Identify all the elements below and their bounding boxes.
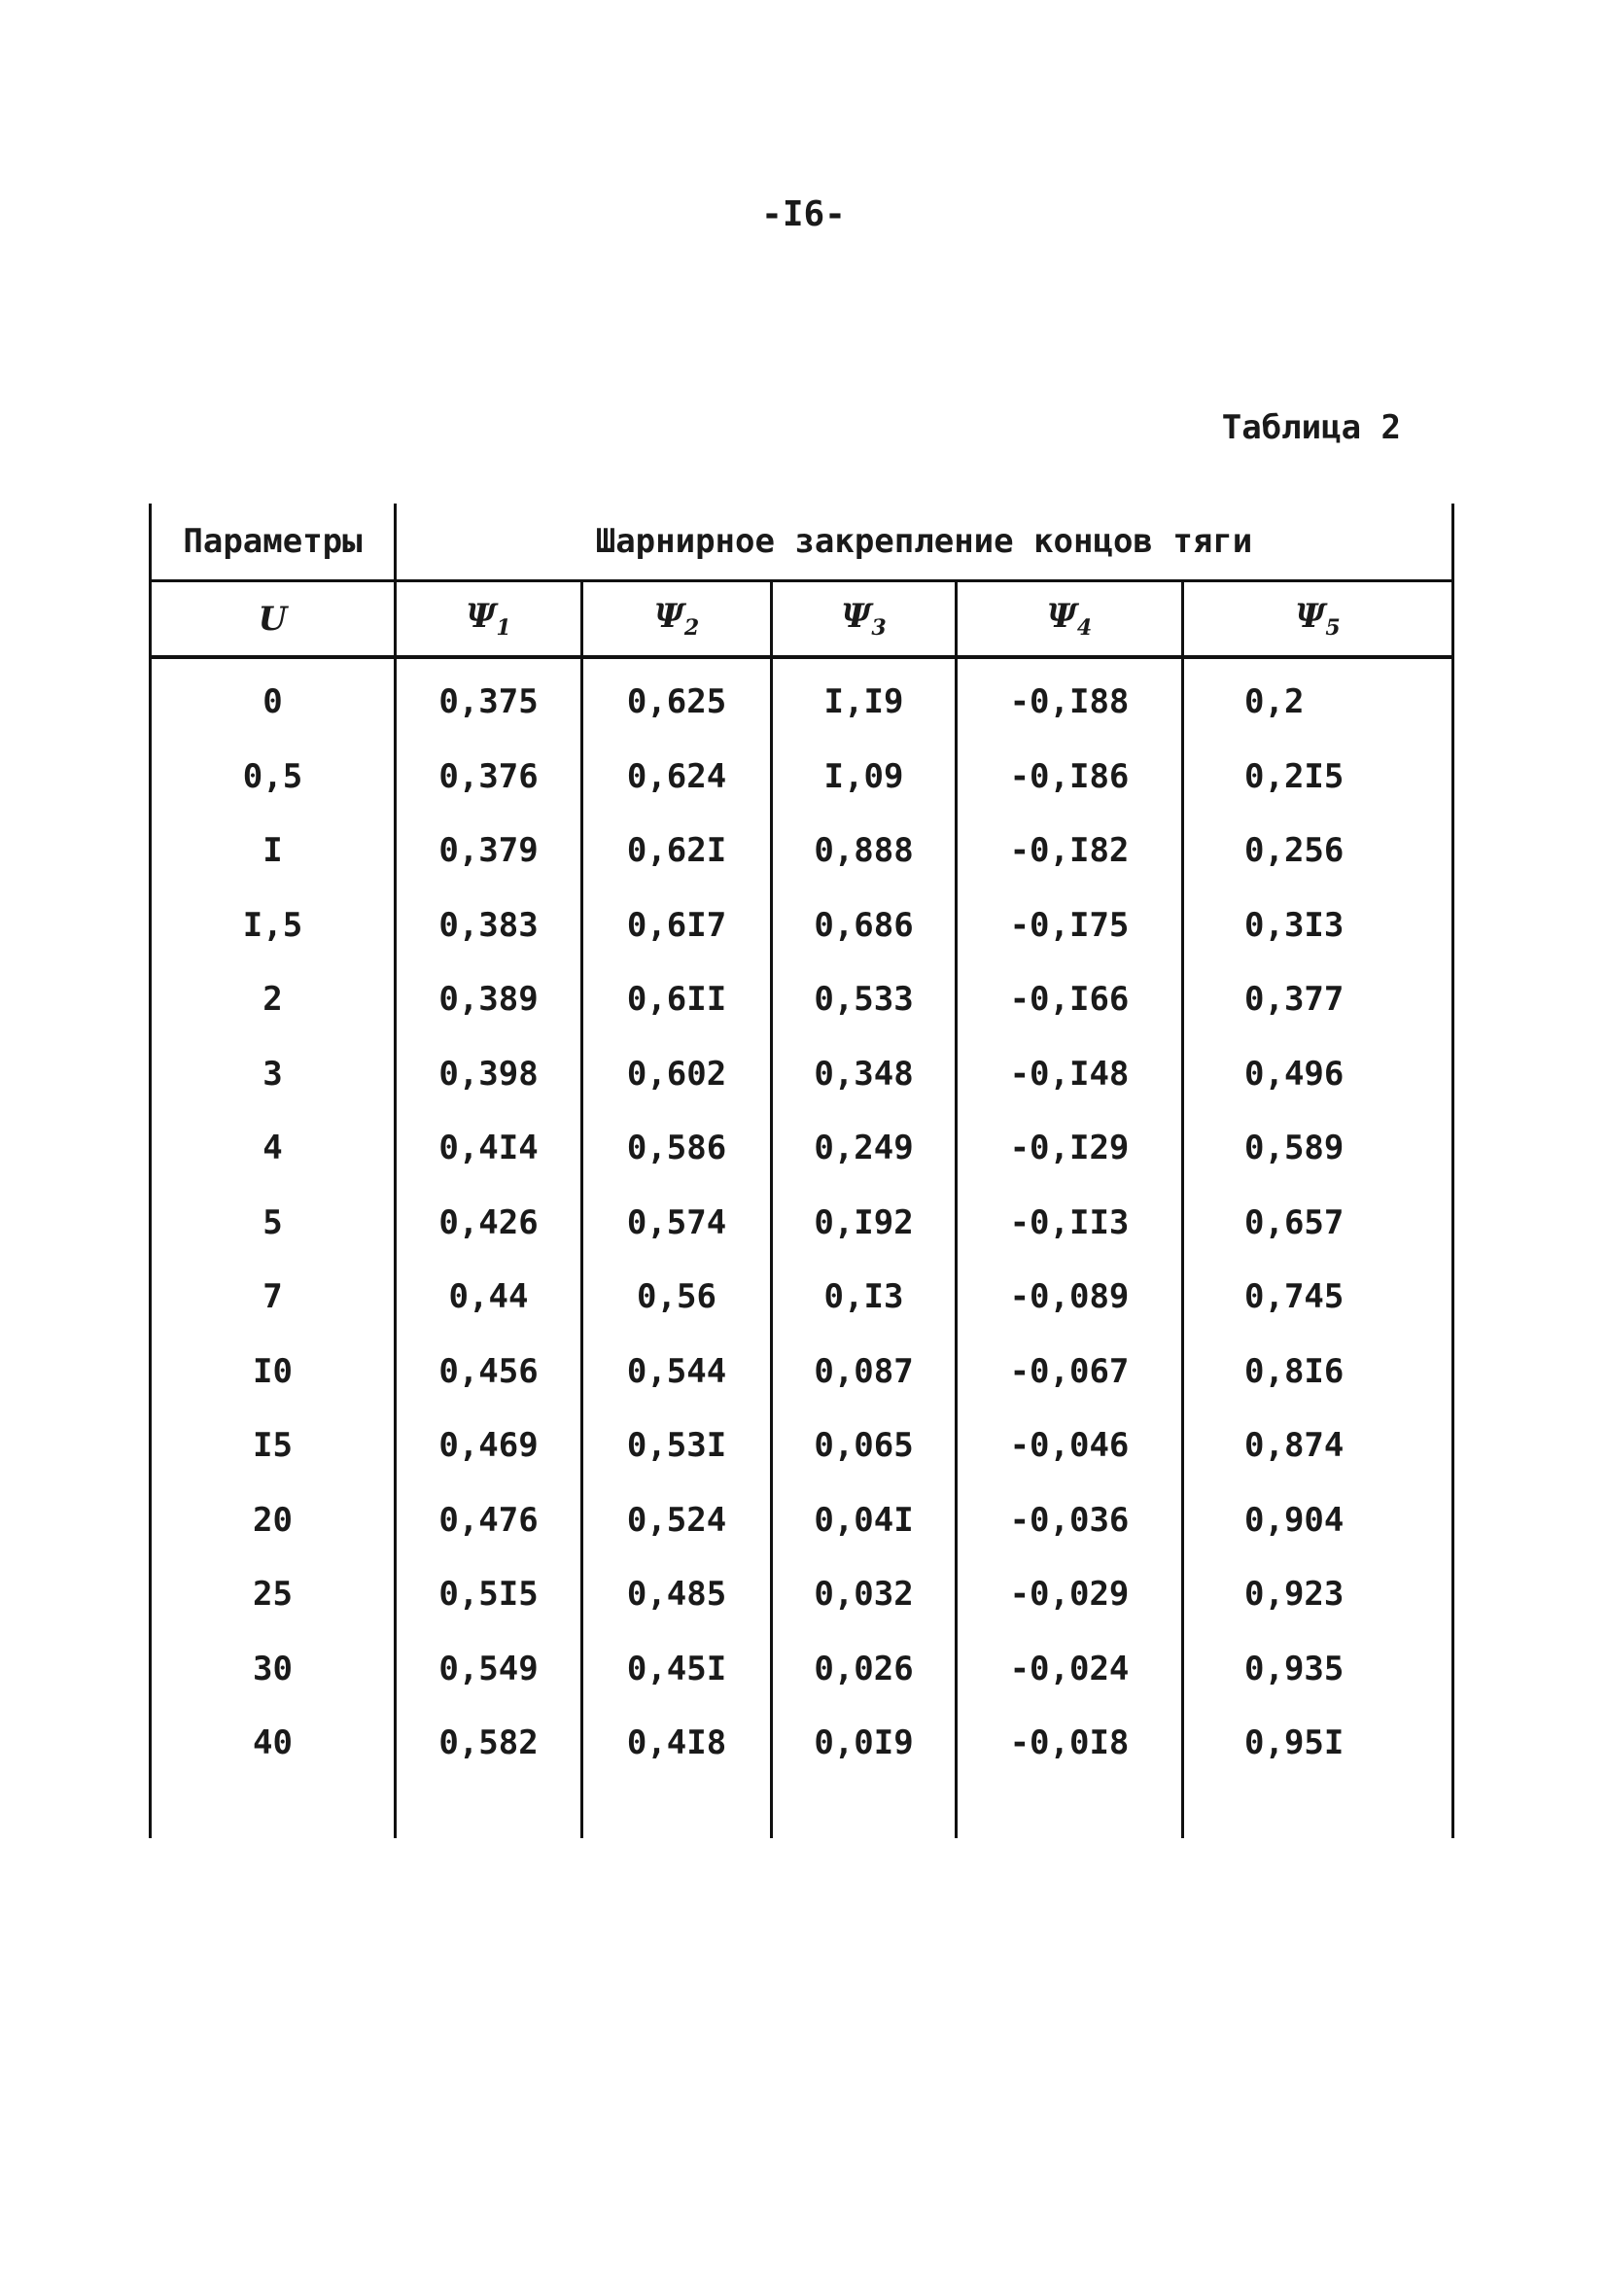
table-row bbox=[151, 657, 1453, 740]
table-row bbox=[151, 1335, 1453, 1409]
cell-psi4: -0,036 bbox=[957, 1483, 1183, 1558]
cell-psi2: 0,56 bbox=[582, 1260, 772, 1335]
cell-psi3: 0,249 bbox=[772, 1111, 957, 1186]
cell-psi4: -0,I82 bbox=[957, 814, 1183, 888]
cell-u: 20 bbox=[151, 1483, 396, 1558]
cell-psi5: 0,935 bbox=[1183, 1632, 1453, 1707]
cell-psi1: 0,426 bbox=[396, 1186, 582, 1261]
cell-psi5: 0,8I6 bbox=[1183, 1335, 1453, 1409]
cell-psi3: 0,026 bbox=[772, 1632, 957, 1707]
table-row bbox=[151, 1483, 1453, 1558]
table-row bbox=[151, 962, 1453, 1037]
cell-psi3: I,I9 bbox=[772, 657, 957, 740]
cell-psi3: 0,032 bbox=[772, 1557, 957, 1632]
cell-psi1: 0,383 bbox=[396, 888, 582, 963]
cell-psi2: 0,524 bbox=[582, 1483, 772, 1558]
col-header-psi5: $\Psi_5$ bbox=[1183, 581, 1453, 658]
cell-psi4: -0,0I8 bbox=[957, 1706, 1183, 1781]
table-row bbox=[151, 814, 1453, 888]
cell-u: I bbox=[151, 814, 396, 888]
cell-u: 0,5 bbox=[151, 740, 396, 815]
cell-psi3: 0,686 bbox=[772, 888, 957, 963]
cell-psi1: 0,389 bbox=[396, 962, 582, 1037]
cell-psi5: 0,2 bbox=[1183, 657, 1453, 740]
cell-u: 7 bbox=[151, 1260, 396, 1335]
cell-psi2: 0,62I bbox=[582, 814, 772, 888]
cell-psi3: 0,04I bbox=[772, 1483, 957, 1558]
param-symbol: U bbox=[151, 581, 396, 658]
table-row bbox=[151, 1557, 1453, 1632]
cell-psi4: -0,046 bbox=[957, 1409, 1183, 1483]
table-row bbox=[151, 888, 1453, 963]
cell-psi4: -0,089 bbox=[957, 1260, 1183, 1335]
cell-psi1: 0,398 bbox=[396, 1037, 582, 1112]
table-bottom-spacer bbox=[151, 1781, 1453, 1839]
cell-psi2: 0,574 bbox=[582, 1186, 772, 1261]
cell-psi1: 0,456 bbox=[396, 1335, 582, 1409]
cell-u: 25 bbox=[151, 1557, 396, 1632]
table-row bbox=[151, 1706, 1453, 1781]
col-header-psi4: $\Psi_4$ bbox=[957, 581, 1183, 658]
cell-u: 5 bbox=[151, 1186, 396, 1261]
cell-psi1: 0,44 bbox=[396, 1260, 582, 1335]
cell-psi2: 0,624 bbox=[582, 740, 772, 815]
cell-psi5: 0,874 bbox=[1183, 1409, 1453, 1483]
cell-psi4: -0,024 bbox=[957, 1632, 1183, 1707]
cell-psi5: 0,95I bbox=[1183, 1706, 1453, 1781]
cell-psi2: 0,6I7 bbox=[582, 888, 772, 963]
cell-psi1: 0,469 bbox=[396, 1409, 582, 1483]
cell-u: I5 bbox=[151, 1409, 396, 1483]
col-header-psi2: $\Psi_2$ bbox=[582, 581, 772, 658]
table-row bbox=[151, 1260, 1453, 1335]
group-header: Шарнирное закрепление концов тяги bbox=[396, 504, 1453, 581]
col-header-psi3: $\Psi_3$ bbox=[772, 581, 957, 658]
cell-psi2: 0,544 bbox=[582, 1335, 772, 1409]
cell-psi2: 0,602 bbox=[582, 1037, 772, 1112]
cell-psi5: 0,496 bbox=[1183, 1037, 1453, 1112]
cell-psi1: 0,376 bbox=[396, 740, 582, 815]
cell-psi4: -0,I86 bbox=[957, 740, 1183, 815]
cell-psi2: 0,53I bbox=[582, 1409, 772, 1483]
cell-psi2: 0,625 bbox=[582, 657, 772, 740]
cell-psi2: 0,4I8 bbox=[582, 1706, 772, 1781]
cell-psi3: I,09 bbox=[772, 740, 957, 815]
cell-u: 30 bbox=[151, 1632, 396, 1707]
cell-psi5: 0,657 bbox=[1183, 1186, 1453, 1261]
cell-psi3: 0,348 bbox=[772, 1037, 957, 1112]
param-header: Параметры bbox=[151, 504, 396, 581]
cell-u: 2 bbox=[151, 962, 396, 1037]
cell-psi5: 0,745 bbox=[1183, 1260, 1453, 1335]
cell-u: 4 bbox=[151, 1111, 396, 1186]
page-number: -I6- bbox=[761, 194, 846, 234]
table-row bbox=[151, 1632, 1453, 1707]
cell-psi4: -0,I66 bbox=[957, 962, 1183, 1037]
cell-psi5: 0,3I3 bbox=[1183, 888, 1453, 963]
col-header-psi1: $\Psi_1$ bbox=[396, 581, 582, 658]
cell-psi3: 0,533 bbox=[772, 962, 957, 1037]
table-row bbox=[151, 1409, 1453, 1483]
cell-psi5: 0,923 bbox=[1183, 1557, 1453, 1632]
cell-psi5: 0,377 bbox=[1183, 962, 1453, 1037]
cell-psi2: 0,586 bbox=[582, 1111, 772, 1186]
table-row bbox=[151, 1186, 1453, 1261]
table-caption: Таблица 2 bbox=[1221, 408, 1401, 447]
cell-psi4: -0,067 bbox=[957, 1335, 1183, 1409]
cell-psi1: 0,375 bbox=[396, 657, 582, 740]
data-table bbox=[149, 504, 1454, 1838]
cell-u: 0 bbox=[151, 657, 396, 740]
cell-psi3: 0,0I9 bbox=[772, 1706, 957, 1781]
header-row-sub bbox=[151, 581, 1453, 658]
table-row bbox=[151, 1111, 1453, 1186]
cell-psi5: 0,904 bbox=[1183, 1483, 1453, 1558]
header-row-main bbox=[151, 504, 1453, 581]
cell-psi4: -0,029 bbox=[957, 1557, 1183, 1632]
cell-psi5: 0,589 bbox=[1183, 1111, 1453, 1186]
cell-u: 3 bbox=[151, 1037, 396, 1112]
cell-psi3: 0,087 bbox=[772, 1335, 957, 1409]
cell-psi1: 0,5I5 bbox=[396, 1557, 582, 1632]
cell-psi4: -0,I75 bbox=[957, 888, 1183, 963]
cell-psi1: 0,582 bbox=[396, 1706, 582, 1781]
cell-u: I,5 bbox=[151, 888, 396, 963]
cell-psi1: 0,379 bbox=[396, 814, 582, 888]
cell-psi4: -0,I29 bbox=[957, 1111, 1183, 1186]
cell-u: 40 bbox=[151, 1706, 396, 1781]
cell-psi2: 0,6II bbox=[582, 962, 772, 1037]
cell-psi5: 0,2I5 bbox=[1183, 740, 1453, 815]
cell-psi5: 0,256 bbox=[1183, 814, 1453, 888]
cell-psi4: -0,I48 bbox=[957, 1037, 1183, 1112]
cell-psi3: 0,888 bbox=[772, 814, 957, 888]
cell-psi1: 0,549 bbox=[396, 1632, 582, 1707]
cell-psi4: -0,I88 bbox=[957, 657, 1183, 740]
cell-psi3: 0,I92 bbox=[772, 1186, 957, 1261]
cell-psi3: 0,I3 bbox=[772, 1260, 957, 1335]
cell-psi2: 0,485 bbox=[582, 1557, 772, 1632]
table-row bbox=[151, 1037, 1453, 1112]
cell-psi3: 0,065 bbox=[772, 1409, 957, 1483]
cell-psi4: -0,II3 bbox=[957, 1186, 1183, 1261]
cell-psi1: 0,4I4 bbox=[396, 1111, 582, 1186]
cell-u: I0 bbox=[151, 1335, 396, 1409]
cell-psi2: 0,45I bbox=[582, 1632, 772, 1707]
cell-psi1: 0,476 bbox=[396, 1483, 582, 1558]
table-row bbox=[151, 740, 1453, 815]
